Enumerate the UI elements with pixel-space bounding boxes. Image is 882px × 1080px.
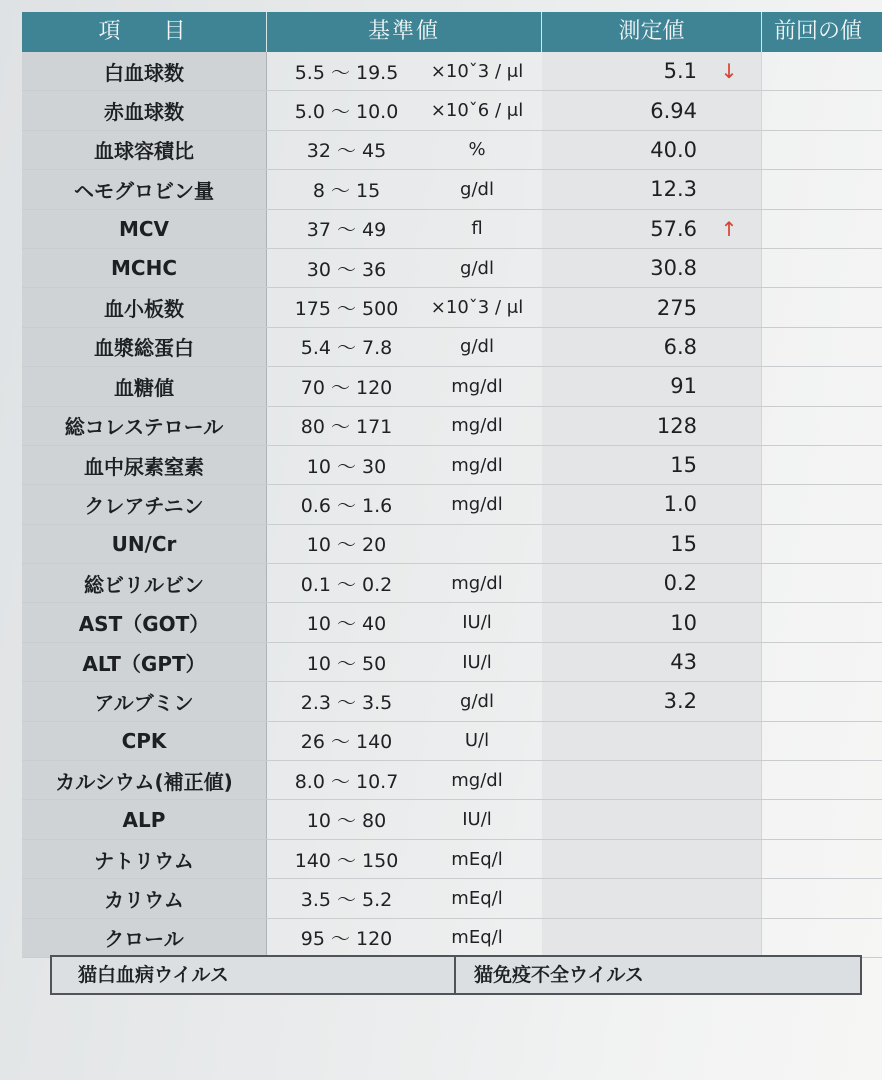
measured-value: 275 <box>656 295 697 320</box>
reference-range: 37 ～ 49 <box>306 219 387 242</box>
previous-value <box>762 761 882 799</box>
table-row <box>22 288 882 327</box>
previous-value <box>762 407 882 445</box>
measured-group <box>542 643 762 681</box>
reference-range: 10 ～ 40 <box>306 613 387 636</box>
measured-value <box>542 879 697 917</box>
reference-range: 26 ～ 140 <box>300 731 393 754</box>
item-name: ALP <box>22 800 267 838</box>
measured-value: 1.0 <box>663 492 697 517</box>
table-row <box>22 722 882 761</box>
header-reference: 基準値 <box>267 12 542 52</box>
unit: mg/dl <box>451 375 503 397</box>
previous-value <box>762 170 882 208</box>
felv-label: 猫白血病ウイルス <box>52 957 456 993</box>
table-row <box>22 919 882 958</box>
reference-range: 10 ～ 30 <box>306 455 387 478</box>
table-body <box>22 52 882 958</box>
measured-group <box>542 131 762 169</box>
measured-group <box>542 879 762 917</box>
measured-value: 91 <box>670 374 697 399</box>
unit: mEq/l <box>451 848 503 870</box>
table-row <box>22 52 882 91</box>
reference-range: 5.0 ～ 10.0 <box>294 101 399 124</box>
table-row <box>22 328 882 367</box>
table-row <box>22 879 882 918</box>
measured-group <box>542 761 762 799</box>
unit: ×10ˇ6 / μl <box>430 100 524 122</box>
previous-value <box>762 840 882 878</box>
previous-value <box>762 682 882 720</box>
reference-range: 175 ～ 500 <box>294 298 399 321</box>
item-name: 血漿総蛋白 <box>22 328 267 366</box>
flag-arrow-icon <box>697 170 762 208</box>
previous-value <box>762 603 882 641</box>
previous-value <box>762 919 882 957</box>
previous-value <box>762 800 882 838</box>
reference-range: 8.0 ～ 10.7 <box>294 770 399 793</box>
table-row <box>22 643 882 682</box>
flag-arrow-icon <box>697 800 762 838</box>
item-name: 血小板数 <box>22 288 267 326</box>
measured-value <box>542 722 697 760</box>
table-row <box>22 525 882 564</box>
table-row <box>22 564 882 603</box>
flag-arrow-icon <box>697 879 762 917</box>
measured-value: 15 <box>670 453 697 478</box>
previous-value <box>762 52 882 90</box>
item-name: UN/Cr <box>22 525 267 563</box>
table-row <box>22 170 882 209</box>
results-table <box>22 12 882 956</box>
unit: mg/dl <box>451 572 503 594</box>
previous-value <box>762 446 882 484</box>
item-name: 総ビリルビン <box>22 564 267 602</box>
previous-value <box>762 210 882 248</box>
item-name: カルシウム(補正値) <box>22 761 267 799</box>
table-row <box>22 800 882 839</box>
previous-value <box>762 91 882 129</box>
measured-value: 3.2 <box>663 689 697 714</box>
measured-group <box>542 407 762 445</box>
flag-arrow-icon: ↓ <box>697 52 762 90</box>
item-name: 総コレステロール <box>22 407 267 445</box>
flag-arrow-icon <box>697 761 762 799</box>
table-row <box>22 485 882 524</box>
flag-arrow-icon <box>697 919 762 957</box>
unit: mEq/l <box>451 927 503 949</box>
reference-range: 140 ～ 150 <box>294 849 399 872</box>
measured-group <box>542 91 762 129</box>
measured-value: 6.8 <box>663 334 697 359</box>
measured-value: 43 <box>670 650 697 675</box>
previous-value <box>762 288 882 326</box>
reference-range: 10 ～ 50 <box>306 652 387 675</box>
unit: mg/dl <box>451 493 503 515</box>
table-row <box>22 840 882 879</box>
flag-arrow-icon <box>697 131 762 169</box>
previous-value <box>762 367 882 405</box>
measured-group <box>542 52 762 90</box>
header-previous: 前回の値 <box>774 19 863 44</box>
table-row <box>22 210 882 249</box>
unit: mEq/l <box>451 887 503 909</box>
measured-value: 15 <box>670 531 697 556</box>
flag-arrow-icon <box>697 367 762 405</box>
reference-range: 0.1 ～ 0.2 <box>300 573 393 596</box>
table-row <box>22 761 882 800</box>
measured-group <box>542 367 762 405</box>
measured-group <box>542 722 762 760</box>
unit: fl <box>471 218 483 240</box>
measured-group <box>542 840 762 878</box>
table-row <box>22 131 882 170</box>
measured-group <box>542 170 762 208</box>
measured-group <box>542 249 762 287</box>
unit: U/l <box>464 730 490 752</box>
reference-range: 32 ～ 45 <box>306 140 387 163</box>
measured-value <box>542 919 697 957</box>
measured-value <box>542 761 697 799</box>
table-row <box>22 367 882 406</box>
table-row <box>22 603 882 642</box>
unit: % <box>468 139 486 161</box>
measured-value: 5.1 <box>663 59 697 84</box>
item-name: カリウム <box>22 879 267 917</box>
flag-arrow-icon <box>697 682 762 720</box>
header-item: 項 目 <box>22 12 267 52</box>
measured-group <box>542 446 762 484</box>
flag-arrow-icon <box>697 643 762 681</box>
reference-range: 80 ～ 171 <box>300 416 393 439</box>
measured-value: 128 <box>656 413 697 438</box>
measured-value: 40.0 <box>650 137 697 162</box>
previous-value <box>762 525 882 563</box>
unit: IU/l <box>462 809 492 831</box>
measured-group <box>542 210 762 248</box>
flag-arrow-icon <box>697 328 762 366</box>
flag-arrow-icon: ↑ <box>697 210 762 248</box>
previous-value <box>762 131 882 169</box>
flag-arrow-icon <box>697 840 762 878</box>
reference-range: 2.3 ～ 3.5 <box>300 691 393 714</box>
measured-group <box>542 485 762 523</box>
unit: g/dl <box>460 336 494 358</box>
item-name: MCV <box>22 210 267 248</box>
reference-range: 0.6 ～ 1.6 <box>300 494 393 517</box>
table-row <box>22 249 882 288</box>
flag-arrow-icon <box>697 407 762 445</box>
item-name: ALT（GPT） <box>22 643 267 681</box>
flag-arrow-icon <box>697 603 762 641</box>
previous-value <box>762 328 882 366</box>
table-header <box>22 12 882 52</box>
flag-arrow-icon <box>697 722 762 760</box>
previous-value <box>762 564 882 602</box>
item-name: クレアチニン <box>22 485 267 523</box>
reference-range: 95 ～ 120 <box>300 928 393 951</box>
flag-arrow-icon <box>697 288 762 326</box>
item-name: クロール <box>22 919 267 957</box>
unit: IU/l <box>462 651 492 673</box>
flag-arrow-icon <box>697 91 762 129</box>
item-name: ナトリウム <box>22 840 267 878</box>
previous-value <box>762 249 882 287</box>
flag-arrow-icon <box>697 525 762 563</box>
measured-group <box>542 800 762 838</box>
measured-group <box>542 328 762 366</box>
table-row <box>22 91 882 130</box>
flag-arrow-icon <box>697 485 762 523</box>
fiv-label: 猫免疫不全ウイルス <box>474 964 644 986</box>
item-name: AST（GOT） <box>22 603 267 641</box>
measured-value <box>542 840 697 878</box>
unit: ×10ˇ3 / μl <box>430 297 524 319</box>
item-name: ヘモグロビン量 <box>22 170 267 208</box>
flag-arrow-icon <box>697 446 762 484</box>
previous-value <box>762 879 882 917</box>
measured-value <box>542 800 697 838</box>
item-name: 血球容積比 <box>22 131 267 169</box>
flag-arrow-icon <box>697 249 762 287</box>
item-name: CPK <box>22 722 267 760</box>
unit: IU/l <box>462 612 492 634</box>
measured-value: 0.2 <box>663 571 697 596</box>
previous-value <box>762 643 882 681</box>
item-name: MCHC <box>22 249 267 287</box>
item-name: 血中尿素窒素 <box>22 446 267 484</box>
previous-value <box>762 485 882 523</box>
table-row <box>22 682 882 721</box>
measured-group <box>542 919 762 957</box>
item-name: 赤血球数 <box>22 91 267 129</box>
measured-value: 10 <box>670 610 697 635</box>
measured-value: 6.94 <box>650 98 697 123</box>
measured-group <box>542 525 762 563</box>
item-name: 白血球数 <box>22 52 267 90</box>
table-row <box>22 407 882 446</box>
measured-group <box>542 682 762 720</box>
reference-range: 30 ～ 36 <box>306 258 387 281</box>
item-name: 血糖値 <box>22 367 267 405</box>
unit: mg/dl <box>451 769 503 791</box>
header-measured: 測定値 <box>542 12 762 52</box>
unit: g/dl <box>460 178 494 200</box>
reference-range: 3.5 ～ 5.2 <box>300 888 393 911</box>
item-name: アルブミン <box>22 682 267 720</box>
flag-arrow-icon <box>697 564 762 602</box>
measured-group <box>542 603 762 641</box>
measured-group <box>542 564 762 602</box>
reference-range: 10 ～ 20 <box>306 534 387 557</box>
previous-value <box>762 722 882 760</box>
unit: g/dl <box>460 690 494 712</box>
reference-range: 70 ～ 120 <box>300 376 393 399</box>
measured-group <box>542 288 762 326</box>
unit: g/dl <box>460 257 494 279</box>
unit: ×10ˇ3 / μl <box>430 60 524 82</box>
table-row <box>22 446 882 485</box>
unit: mg/dl <box>451 415 503 437</box>
measured-value: 57.6 <box>650 216 697 241</box>
virus-test-box <box>50 955 862 995</box>
reference-range: 5.4 ～ 7.8 <box>300 337 393 360</box>
measured-value: 12.3 <box>650 177 697 202</box>
reference-range: 5.5 ～ 19.5 <box>294 61 399 84</box>
reference-range: 8 ～ 15 <box>312 179 381 202</box>
measured-value: 30.8 <box>650 256 697 281</box>
unit: mg/dl <box>451 454 503 476</box>
reference-range: 10 ～ 80 <box>306 810 387 833</box>
